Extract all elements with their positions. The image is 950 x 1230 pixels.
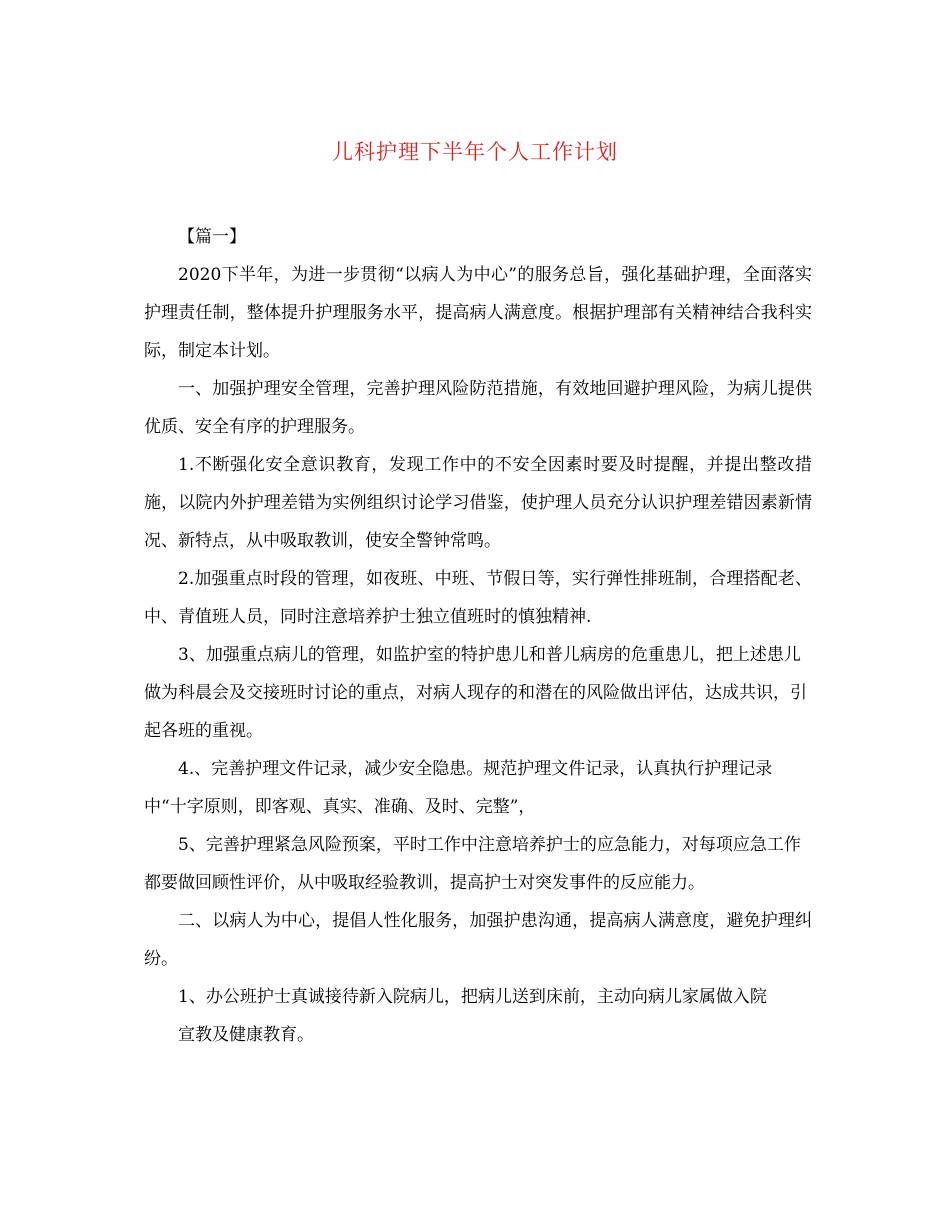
paragraph-item-5: 5、完善护理紧急风险预案，平时工作中注意培养护士的应急能力，对每项应急工作都要做回顾性评价，从中吸取经验教训，提高护士对突发事件的反应能力。 bbox=[144, 835, 801, 893]
paragraph-item-2: 2.加强重点时段的管理，如夜班、中班、节假日等，实行弹性排班制，合理搭配老、中、青值班人员，同时注意培养护士独立值班时的慎独精神. bbox=[144, 569, 812, 627]
paragraph-item-1: 1.不断强化安全意识教育，发现工作中的不安全因素时要及时提醒，并提出整改措施，以院内外护理差错为实例组织讨论学习借鉴，使护理人员充分认识护理差错因素新情况、新特点，从中吸取教训，使安全警钟常鸣。 bbox=[144, 455, 812, 551]
paragraph-intro: 2020下半年，为进一步贯彻“以病人为中心”的服务总旨，强化基础护理，全面落实护理责任制，整体提升护理服务水平，提高病人满意度。根据护理部有关精神结合我科实际，制定本计划。 bbox=[144, 265, 812, 361]
section-tag: 【篇一】 bbox=[178, 227, 246, 247]
paragraph-item-3: 3、加强重点病儿的管理，如监护室的特护患儿和普儿病房的危重患儿，把上述患儿做为科晨会及交接班时讨论的重点，对病人现存的和潜在的风险做出评估，达成共识，引起各班的重视。 bbox=[144, 645, 807, 741]
paragraph-item-4: 4.、完善护理文件记录，减少安全隐患。规范护理文件记录，认真执行护理记录中“十字原则，即客观、真实、准确、及时、完整”， bbox=[144, 759, 773, 817]
paragraph-heading-2: 二、以病人为中心，提倡人性化服务，加强护患沟通，提高病人满意度，避免护理纠纷。 bbox=[144, 911, 812, 969]
document-title: 儿科护理下半年个人工作计划 bbox=[332, 140, 618, 164]
paragraph-continuation: 宣教及健康教育。 bbox=[178, 1025, 314, 1045]
document-body bbox=[144, 218, 812, 1054]
paragraph-heading-1: 一、加强护理安全管理，完善护理风险防范措施，有效地回避护理风险，为病儿提供优质、安全有序的护理服务。 bbox=[144, 379, 812, 437]
paragraph-item-2-1: 1、办公班护士真诚接待新入院病儿，把病儿送到床前，主动向病儿家属做入院 bbox=[178, 987, 767, 1007]
